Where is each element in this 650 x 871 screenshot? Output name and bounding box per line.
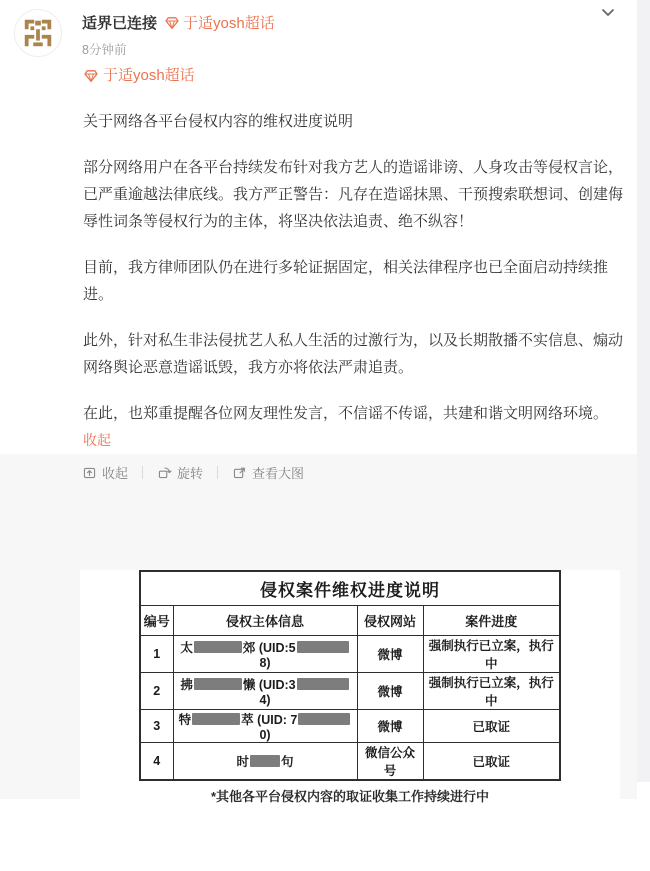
cell-no: 3	[140, 709, 173, 742]
subject-text: 萃 (UID: 7	[241, 712, 298, 727]
post-header	[0, 0, 637, 60]
table-row	[140, 672, 560, 709]
page-background-strip	[637, 0, 650, 782]
timestamp: 8分钟前	[82, 43, 127, 57]
image-toolbar	[0, 454, 637, 490]
post-menu-button[interactable]	[599, 4, 617, 22]
subject-text: 郊 (UID:5	[242, 640, 296, 655]
post-paragraph: 部分网络用户在各平台持续发布针对我方艺人的造谣诽谤、人身攻击等侵权言论，已严重逾越法律底线。我方严正警告：凡存在造谣抹黑、干预搜索联想词、创建侮辱性词条等侵权行为的主体，将坚决依法追责、绝不纵容！	[83, 159, 624, 230]
cell-progress: 已取证	[423, 709, 560, 742]
col-header-site: 侵权网站	[357, 605, 423, 635]
progress-table	[139, 570, 561, 781]
redaction-block	[297, 641, 349, 653]
table-title: 侵权案件维权进度说明	[140, 571, 560, 605]
redaction-block	[194, 678, 242, 690]
cell-progress: 强制执行已立案，执行中	[423, 672, 560, 709]
cell-progress: 强制执行已立案，执行中	[423, 635, 560, 672]
subject-text: 8)	[259, 655, 271, 670]
rotate-image-button[interactable]	[157, 463, 203, 482]
redaction-block	[192, 713, 240, 725]
subject-text: 特	[178, 712, 192, 727]
col-header-no: 编号	[140, 605, 173, 635]
cell-no: 2	[140, 672, 173, 709]
avatar-seal-icon	[21, 16, 55, 50]
cell-no: 1	[140, 635, 173, 672]
avatar[interactable]	[14, 9, 62, 57]
post-paragraph: 目前，我方律师团队仍在进行多轮证据固定，相关法律程序也已全面启动持续推进。	[83, 259, 609, 303]
supertopic-badge[interactable]	[164, 12, 275, 33]
col-header-subject: 侵权主体信息	[173, 605, 357, 635]
post-paragraph: 此外，针对私生非法侵扰艺人私人生活的过激行为，以及长期散播不实信息、煽动网络舆论恶意造谣诋毁，我方亦将依法严肃追责。	[83, 332, 624, 376]
supertopic-link[interactable]	[83, 62, 623, 89]
view-large-label: 查看大图	[252, 465, 305, 481]
cell-no: 4	[140, 742, 173, 780]
image-viewer	[0, 454, 637, 804]
gem-topic-icon	[83, 68, 99, 84]
view-large-icon	[232, 465, 247, 480]
supertopic-link-label: 于适yosh超话	[103, 67, 195, 84]
cell-site: 微信公众号	[357, 742, 423, 780]
header-info	[82, 10, 621, 58]
cell-subject	[173, 709, 357, 742]
table-row	[140, 742, 560, 780]
cell-progress: 已取证	[423, 742, 560, 780]
redaction-block	[297, 678, 349, 690]
subject-text: 4)	[259, 692, 271, 707]
subject-text: 0)	[259, 727, 271, 742]
subject-text: 句	[281, 754, 294, 769]
attached-image[interactable]	[80, 570, 620, 871]
subject-text: 太	[180, 640, 193, 655]
collapse-image-button[interactable]	[82, 463, 128, 482]
cell-site: 微博	[357, 709, 423, 742]
post-body	[0, 60, 637, 454]
redaction-block	[298, 713, 350, 725]
collapse-text-link[interactable]: 收起	[83, 432, 111, 448]
cell-site: 微博	[357, 635, 423, 672]
cell-site: 微博	[357, 672, 423, 709]
cell-subject	[173, 742, 357, 780]
post-paragraph: 关于网络各平台侵权内容的维权进度说明	[83, 113, 354, 130]
subject-text: 懒 (UID:3	[242, 677, 296, 692]
cell-subject	[173, 635, 357, 672]
collapse-image-icon	[82, 465, 97, 480]
table-header-row	[140, 605, 560, 635]
gem-badge-icon	[164, 15, 180, 31]
table-row	[140, 635, 560, 672]
cell-subject	[173, 672, 357, 709]
subject-text: 时	[236, 754, 249, 769]
table-footnote: *其他各平台侵权内容的取证收集工作持续进行中	[210, 788, 490, 804]
view-large-image-button[interactable]	[232, 463, 304, 482]
col-header-progress: 案件进度	[423, 605, 560, 635]
redaction-block	[194, 641, 242, 653]
chevron-down-icon	[599, 4, 617, 22]
rotate-icon	[157, 465, 172, 480]
redaction-block	[250, 755, 280, 767]
toolbar-divider	[217, 466, 218, 479]
toolbar-divider	[142, 466, 143, 479]
post-paragraph: 在此，也郑重提醒各位网友理性发言，不信谣不传谣，共建和谐文明网络环境。	[83, 405, 609, 422]
subject-text: 拂	[180, 677, 193, 692]
table-row	[140, 709, 560, 742]
rotate-label: 旋转	[177, 465, 204, 481]
collapse-image-label: 收起	[102, 465, 129, 481]
table-title-row	[140, 571, 560, 605]
username[interactable]: 适界已连接	[82, 15, 158, 32]
supertopic-badge-label: 于适yosh超话	[183, 15, 275, 32]
